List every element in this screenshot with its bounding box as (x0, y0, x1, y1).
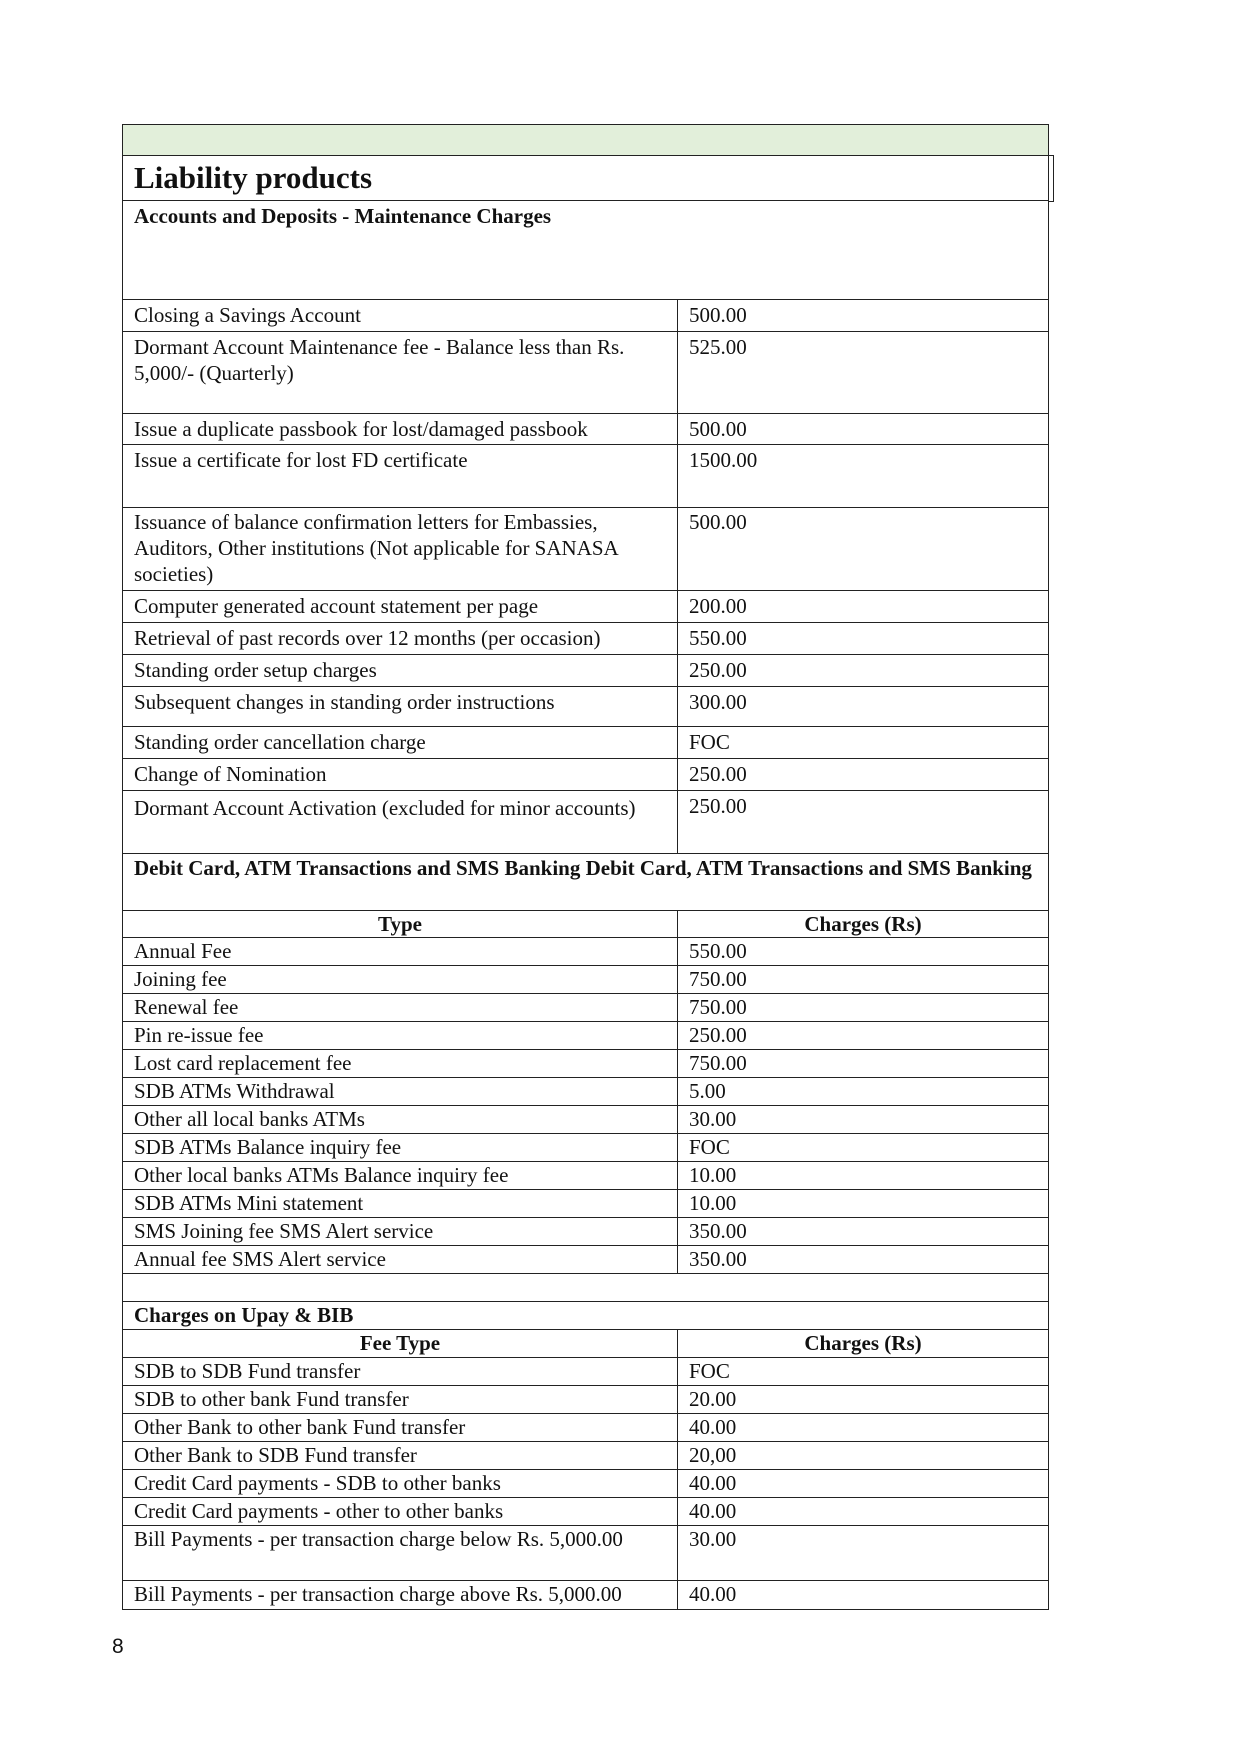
upay-heading: Charges on Upay & BIB (123, 1302, 1048, 1330)
table-row (123, 1498, 1048, 1526)
fee-item: Change of Nomination (123, 759, 678, 790)
fee-charge: 250.00 (689, 794, 747, 818)
table-row (123, 300, 1048, 332)
fee-charge: 40.00 (689, 1582, 737, 1606)
fee-charge: 200.00 (689, 594, 747, 618)
fee-item: Annual fee SMS Alert service (123, 1246, 678, 1273)
fee-item: SDB ATMs Balance inquiry fee (123, 1134, 678, 1161)
fee-charge: FOC (689, 1359, 730, 1383)
table-row (123, 759, 1048, 791)
table-row (123, 791, 1048, 854)
fee-item: SDB ATMs Withdrawal (123, 1078, 678, 1105)
fee-charge: 30.00 (689, 1107, 737, 1131)
fee-item: Standing order setup charges (123, 655, 678, 686)
fee-item: Dormant Account Maintenance fee - Balance less than Rs. 5,000/- (Quarterly) (123, 332, 678, 413)
fee-charge: 750.00 (689, 995, 747, 1019)
table-row (123, 1526, 1048, 1581)
fee-charge: 500.00 (689, 303, 747, 327)
fee-item: Lost card replacement fee (123, 1050, 678, 1077)
table-row (123, 1078, 1048, 1106)
fee-charge: FOC (689, 730, 730, 754)
fee-charge: 550.00 (689, 626, 747, 650)
table-row (123, 1218, 1048, 1246)
table-row (123, 1442, 1048, 1470)
fee-charge: 20.00 (689, 1387, 737, 1411)
fee-charge: 750.00 (689, 1051, 747, 1075)
fee-charge: 250.00 (689, 762, 747, 786)
fee-item: Other local banks ATMs Balance inquiry fee (123, 1162, 678, 1189)
fee-item: Bill Payments - per transaction charge above Rs. 5,000.00 (123, 1581, 678, 1609)
table-row (123, 1050, 1048, 1078)
fee-item: Bill Payments - per transaction charge below Rs. 5,000.00 (123, 1526, 678, 1580)
table-row (123, 1022, 1048, 1050)
fee-charge: 40.00 (689, 1499, 737, 1523)
table-row (123, 332, 1048, 414)
fee-item: Joining fee (123, 966, 678, 993)
fee-item: SDB ATMs Mini statement (123, 1190, 678, 1217)
table-row (123, 1106, 1048, 1134)
header-band (123, 125, 1048, 156)
fee-charge: 750.00 (689, 967, 747, 991)
fee-item: SDB to other bank Fund transfer (123, 1386, 678, 1413)
fee-item: Credit Card payments - SDB to other banks (123, 1470, 678, 1497)
table-header-row (123, 911, 1048, 938)
fee-charge: 5.00 (689, 1079, 726, 1103)
fee-charge: 10.00 (689, 1163, 737, 1187)
maintenance-heading: Accounts and Deposits - Maintenance Charges (123, 201, 1048, 300)
table-row (123, 1414, 1048, 1442)
fee-item: Issuance of balance confirmation letters for Embassies, Auditors, Other institutions (Not applicable for SANASA societies) (123, 508, 678, 590)
fee-charge: 300.00 (689, 690, 747, 714)
table-row (123, 1470, 1048, 1498)
fee-item: Annual Fee (123, 938, 678, 965)
fee-table (122, 124, 1049, 1610)
table-row (123, 623, 1048, 655)
fee-charge: 250.00 (689, 658, 747, 682)
fee-item: Credit Card payments - other to other banks (123, 1498, 678, 1525)
table-row (123, 1386, 1048, 1414)
fee-charge: 40.00 (689, 1471, 737, 1495)
fee-charge: 550.00 (689, 939, 747, 963)
table-row (123, 687, 1048, 727)
blank-row (123, 1274, 1048, 1302)
fee-item: Computer generated account statement per page (123, 591, 678, 622)
table-row (123, 445, 1048, 508)
fee-charge: 250.00 (689, 1023, 747, 1047)
fee-charge: 500.00 (689, 417, 747, 441)
fee-item: SMS Joining fee SMS Alert service (123, 1218, 678, 1245)
fee-item: Renewal fee (123, 994, 678, 1021)
table-row (123, 994, 1048, 1022)
table-row (123, 591, 1048, 623)
fee-item: SDB to SDB Fund transfer (123, 1358, 678, 1385)
fee-item: Other Bank to SDB Fund transfer (123, 1442, 678, 1469)
fee-item: Closing a Savings Account (123, 300, 678, 331)
table-header-row (123, 1330, 1048, 1358)
fee-item: Retrieval of past records over 12 months (per occasion) (123, 623, 678, 654)
fee-item: Other Bank to other bank Fund transfer (123, 1414, 678, 1441)
fee-charge: 500.00 (689, 510, 747, 534)
fee-item: Issue a certificate for lost FD certificate (123, 445, 678, 507)
column-header-charges: Charges (Rs) (804, 912, 922, 936)
page-number: 8 (112, 1635, 124, 1658)
table-row (123, 1358, 1048, 1386)
table-row (123, 1162, 1048, 1190)
fee-item: Pin re-issue fee (123, 1022, 678, 1049)
fee-item: Subsequent changes in standing order instructions (123, 687, 678, 726)
table-row (123, 727, 1048, 759)
column-header-type: Type (123, 911, 678, 937)
column-header-fee-type: Fee Type (123, 1330, 678, 1357)
debit-card-heading: Debit Card, ATM Transactions and SMS Banking Debit Card, ATM Transactions and SMS Banking (123, 854, 1048, 911)
fee-charge: 350.00 (689, 1219, 747, 1243)
fee-charge: FOC (689, 1135, 730, 1159)
column-header-charges: Charges (Rs) (804, 1331, 922, 1355)
fee-charge: 20,00 (689, 1443, 737, 1467)
table-row (123, 414, 1048, 445)
table-row (123, 938, 1048, 966)
page-title: Liability products (123, 156, 1048, 201)
fee-item: Issue a duplicate passbook for lost/damaged passbook (123, 414, 678, 444)
fee-item: Other all local banks ATMs (123, 1106, 678, 1133)
fee-item: Dormant Account Activation (excluded for minor accounts) (123, 791, 678, 853)
table-row (123, 508, 1048, 591)
fee-item: Standing order cancellation charge (123, 727, 678, 758)
fee-charge: 30.00 (689, 1527, 737, 1551)
fee-charge: 40.00 (689, 1415, 737, 1439)
table-row (123, 1246, 1048, 1274)
fee-charge: 525.00 (689, 335, 747, 359)
fee-charge: 10.00 (689, 1191, 737, 1215)
table-row (123, 966, 1048, 994)
table-row (123, 655, 1048, 687)
table-row (123, 1190, 1048, 1218)
table-row (123, 1134, 1048, 1162)
fee-charge: 1500.00 (689, 448, 758, 472)
fee-charge: 350.00 (689, 1247, 747, 1271)
table-row (123, 1581, 1048, 1609)
